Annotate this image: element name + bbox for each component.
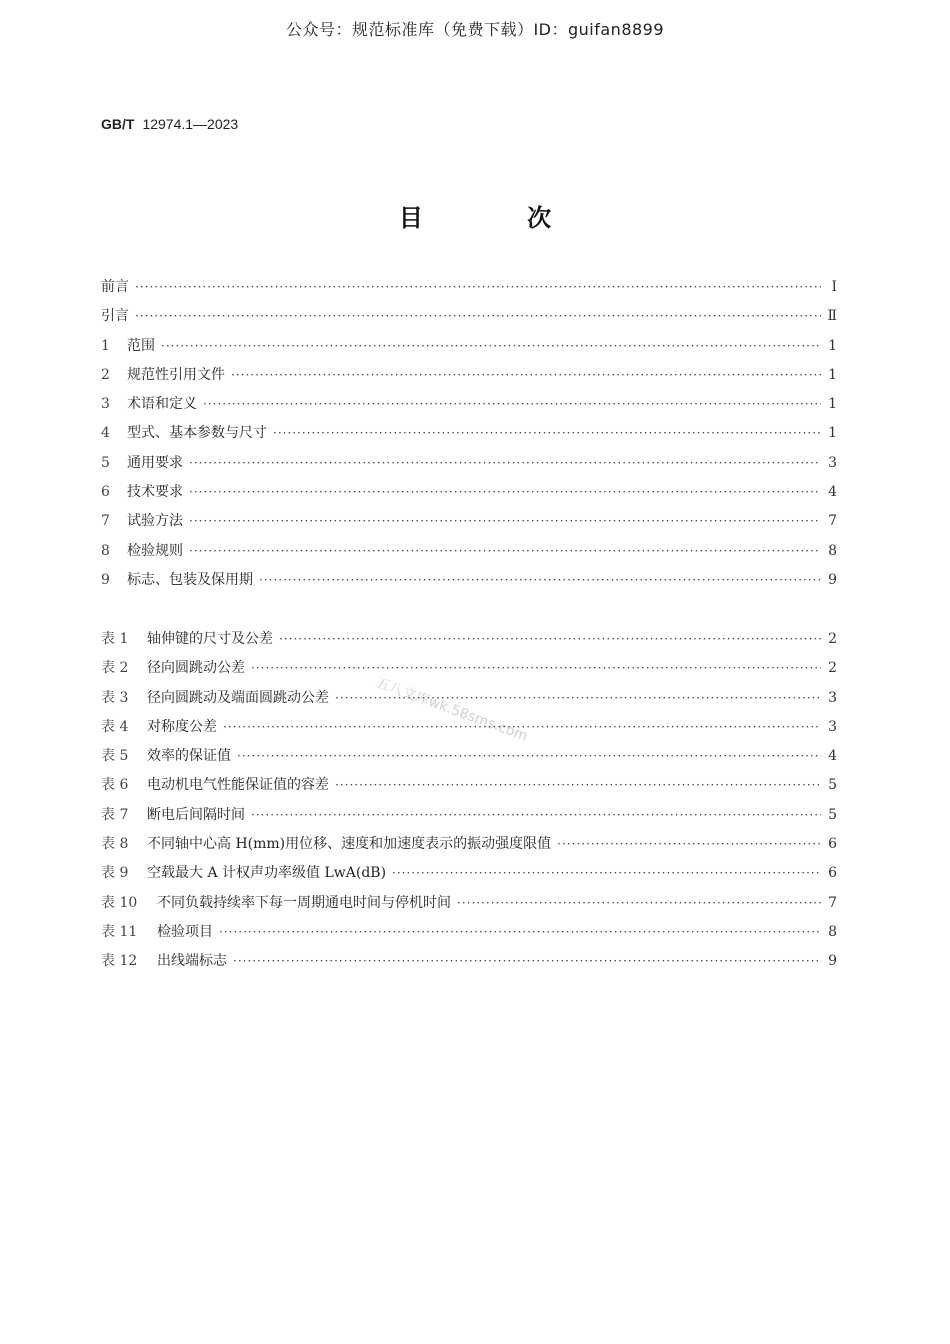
toc-number: 8 xyxy=(101,542,110,559)
dot-leader xyxy=(251,808,821,822)
dot-leader xyxy=(279,632,821,646)
dot-leader xyxy=(557,837,821,851)
dot-leader xyxy=(335,778,821,792)
toc-entry-types-parameters[interactable] xyxy=(101,422,837,451)
toc-page: 5 xyxy=(828,806,837,823)
toc-entry-test-methods[interactable] xyxy=(101,510,837,539)
toc-page: 9 xyxy=(828,953,837,970)
dot-leader xyxy=(189,456,821,470)
toc-entry-scope[interactable] xyxy=(101,335,837,364)
page-title: 目 次 xyxy=(398,204,600,232)
toc-entry-terms[interactable] xyxy=(101,393,837,422)
table-number: 表 3 xyxy=(101,689,129,706)
dot-leader xyxy=(161,339,821,353)
toc-label: 术语和定义 xyxy=(127,396,197,413)
toc-label: 试验方法 xyxy=(127,513,183,530)
toc-label: 标志、包装及保用期 xyxy=(127,571,253,588)
table-number: 表 7 xyxy=(101,806,129,823)
toc-label: 通用要求 xyxy=(127,454,183,471)
table-number: 表 10 xyxy=(101,894,138,911)
toc-entry-marking-packaging[interactable] xyxy=(101,569,837,598)
toc-table-entry[interactable] xyxy=(101,892,837,921)
dot-leader xyxy=(251,661,821,675)
toc-page: 3 xyxy=(828,689,837,706)
toc-page: 7 xyxy=(828,513,837,530)
toc-sections xyxy=(101,276,837,598)
toc-number: 9 xyxy=(101,571,110,588)
toc-page: 1 xyxy=(828,396,837,413)
dot-leader xyxy=(259,573,821,587)
toc-label: 范围 xyxy=(127,337,155,354)
toc-page: 2 xyxy=(828,631,837,647)
toc-entry-inspection-rules[interactable] xyxy=(101,540,837,569)
dot-leader xyxy=(189,485,821,499)
dot-leader xyxy=(135,280,821,294)
toc-number: 4 xyxy=(101,425,110,442)
table-number: 表 2 xyxy=(101,660,129,677)
toc-page: 5 xyxy=(828,777,837,794)
toc-page: 6 xyxy=(828,865,837,882)
toc-label: 型式、基本参数与尺寸 xyxy=(127,425,267,442)
toc-page: 4 xyxy=(828,748,837,765)
toc-number: 5 xyxy=(101,454,110,471)
table-number: 表 6 xyxy=(101,777,129,794)
dot-leader xyxy=(135,309,821,323)
toc-page: Ⅰ xyxy=(831,279,837,295)
table-number: 表 1 xyxy=(101,631,129,647)
table-number: 表 9 xyxy=(101,865,129,882)
dot-leader xyxy=(231,368,821,382)
toc-label: 检验规则 xyxy=(127,542,183,559)
table-label: 不同负载持续率下每一周期通电时间与停机时间 xyxy=(157,894,451,911)
toc-table-entry[interactable] xyxy=(101,628,837,657)
toc-page: 1 xyxy=(828,337,837,354)
toc-page: 3 xyxy=(828,718,837,735)
table-number: 表 11 xyxy=(101,923,138,940)
table-label: 检验项目 xyxy=(157,923,213,940)
toc-number: 6 xyxy=(101,484,110,501)
dot-leader xyxy=(219,925,821,939)
dot-leader xyxy=(457,896,821,910)
toc-entry-introduction[interactable] xyxy=(101,305,837,334)
toc-table-entry[interactable] xyxy=(101,745,837,774)
table-label: 出线端标志 xyxy=(157,953,227,970)
toc-page: 9 xyxy=(828,571,837,588)
dot-leader xyxy=(237,749,821,763)
toc-entry-foreword[interactable] xyxy=(101,276,837,305)
toc-entry-normative-references[interactable] xyxy=(101,364,837,393)
toc-label: 引言 xyxy=(101,308,129,325)
toc-page: 1 xyxy=(828,425,837,442)
toc-tables xyxy=(101,628,837,980)
toc-label: 规范性引用文件 xyxy=(127,366,225,383)
toc-page: 3 xyxy=(828,454,837,471)
watermark: 五八文库wk.58sms.com xyxy=(373,674,530,745)
table-label: 径向圆跳动及端面圆跳动公差 xyxy=(147,689,329,706)
toc-page: 6 xyxy=(828,836,837,853)
toc-table-entry[interactable] xyxy=(101,862,837,891)
dot-leader xyxy=(189,544,821,558)
toc-page: 1 xyxy=(828,366,837,383)
toc-number: 3 xyxy=(101,396,110,413)
toc-table-entry[interactable] xyxy=(101,950,837,979)
table-number: 表 5 xyxy=(101,748,129,765)
toc-entry-technical-requirements[interactable] xyxy=(101,481,837,510)
standard-number: 12974.1—2023 xyxy=(142,116,239,132)
toc-table-entry[interactable] xyxy=(101,833,837,862)
toc-page: 7 xyxy=(828,894,837,911)
toc-page: Ⅱ xyxy=(827,308,837,325)
dot-leader xyxy=(392,866,821,880)
toc-page: 8 xyxy=(828,923,837,940)
toc-table-entry[interactable] xyxy=(101,804,837,833)
toc-entry-general-requirements[interactable] xyxy=(101,452,837,481)
table-label: 不同轴中心高 H(mm)用位移、速度和加速度表示的振动强度限值 xyxy=(147,836,552,853)
table-number: 表 8 xyxy=(101,836,129,853)
table-label: 空载最大 A 计权声功率级值 LwA(dB) xyxy=(147,865,387,882)
dot-leader xyxy=(203,397,821,411)
toc-table-entry[interactable] xyxy=(101,921,837,950)
table-label: 径向圆跳动公差 xyxy=(147,660,245,677)
toc-number: 7 xyxy=(101,513,110,530)
table-label: 电动机电气性能保证值的容差 xyxy=(147,777,329,794)
toc-table-entry[interactable] xyxy=(101,657,837,686)
toc-number: 1 xyxy=(101,337,110,354)
dot-leader xyxy=(273,426,821,440)
standard-code xyxy=(101,116,238,132)
toc-label: 技术要求 xyxy=(127,484,183,501)
table-number: 表 4 xyxy=(101,718,129,735)
table-label: 轴伸键的尺寸及公差 xyxy=(147,631,273,647)
standard-prefix: GB/T xyxy=(101,116,135,132)
toc-number: 2 xyxy=(101,366,110,383)
toc-label: 前言 xyxy=(101,279,129,295)
toc-table-entry[interactable] xyxy=(101,774,837,803)
table-number: 表 12 xyxy=(101,953,138,970)
dot-leader xyxy=(233,954,821,968)
table-label: 效率的保证值 xyxy=(147,748,231,765)
toc-page: 4 xyxy=(828,484,837,501)
dot-leader xyxy=(189,514,821,528)
table-label: 断电后间隔时间 xyxy=(147,806,245,823)
source-banner: 公众号：规范标准库（免费下载）ID：guifan8899 xyxy=(285,20,665,39)
toc-page: 2 xyxy=(828,660,837,677)
toc-page: 8 xyxy=(828,542,837,559)
table-label: 对称度公差 xyxy=(147,718,217,735)
